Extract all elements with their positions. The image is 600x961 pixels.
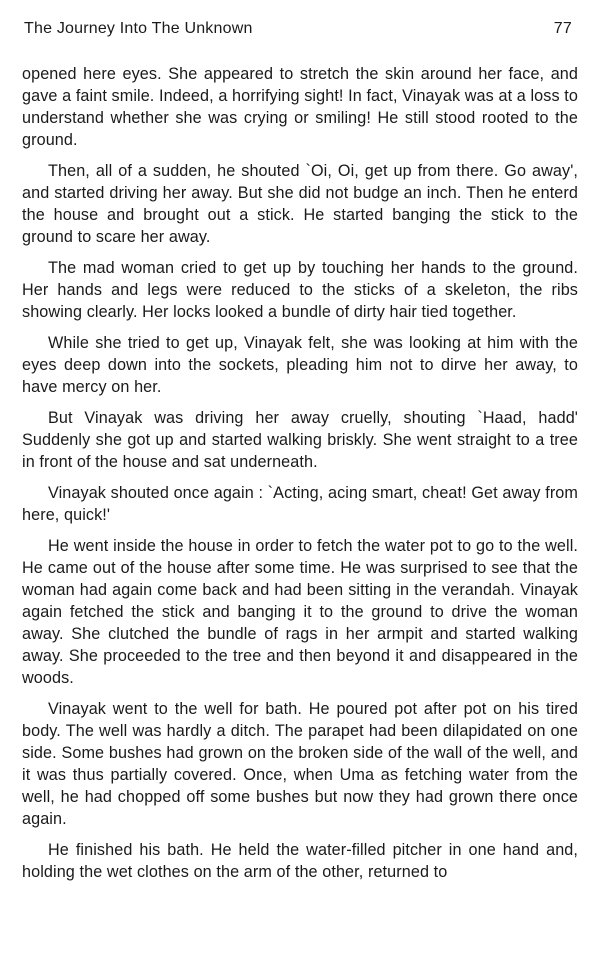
page-number: 77 [553, 20, 572, 37]
paragraph: But Vinayak was driving her away cruelly, shouting `Haad, hadd' Suddenly she got up and started walking briskly. She went straight to a tree in front of the house and sat underneath. [22, 409, 578, 471]
paragraph: Then, all of a sudden, he shouted `Oi, Oi, get up from there. Go away', and started driving her away. But she did not budge an inch. Then he enterd the house and brought out a stick. He started banging the stick to the ground to scare her away. [22, 162, 578, 246]
running-header [24, 20, 576, 42]
paragraph: Vinayak shouted once again : `Acting, acing smart, cheat! Get away from here, quick!' [22, 484, 578, 524]
paragraph: While she tried to get up, Vinayak felt, she was looking at him with the eyes deep down into the sockets, pleading him not to dirve her away, to have mercy on her. [22, 334, 578, 396]
paragraph: Vinayak went to the well for bath. He poured pot after pot on his tired body. The well was hardly a ditch. The parapet had been dilapidated on one side. Some bushes had grown on the broken side of the wall of the well, and it was thus partially covered. Once, when Uma as fetching water from the well, he had chopped off some bushes but now they had grown there once again. [22, 700, 578, 828]
body-text [22, 63, 578, 892]
book-title: The Journey Into The Unknown [24, 20, 253, 37]
paragraph: He went inside the house in order to fetch the water pot to go to the well. He came out of the house after some time. He was surprised to see that the woman had again come back and had been sitting in the verandah. Vinayak again fetched the stick and banging it to the ground to drive the woman away. She clutched the bundle of rags in her armpit and started walking away. She proceeded to the tree and then beyond it and disappeared in the woods. [22, 537, 578, 687]
paragraph: The mad woman cried to get up by touching her hands to the ground. Her hands and legs were reduced to the sticks of a skeleton, the ribs showing clearly. Her locks looked a bundle of dirty hair tied together. [22, 259, 578, 321]
paragraph: opened here eyes. She appeared to stretch the skin around her face, and gave a faint smile. Indeed, a horrifying sight! In fact, Vinayak was at a loss to understand whether she was crying or smiling! He still stood rooted to the ground. [22, 65, 578, 149]
paragraph: He finished his bath. He held the water-filled pitcher in one hand and, holding the wet clothes on the arm of the other, returned to [22, 841, 578, 881]
